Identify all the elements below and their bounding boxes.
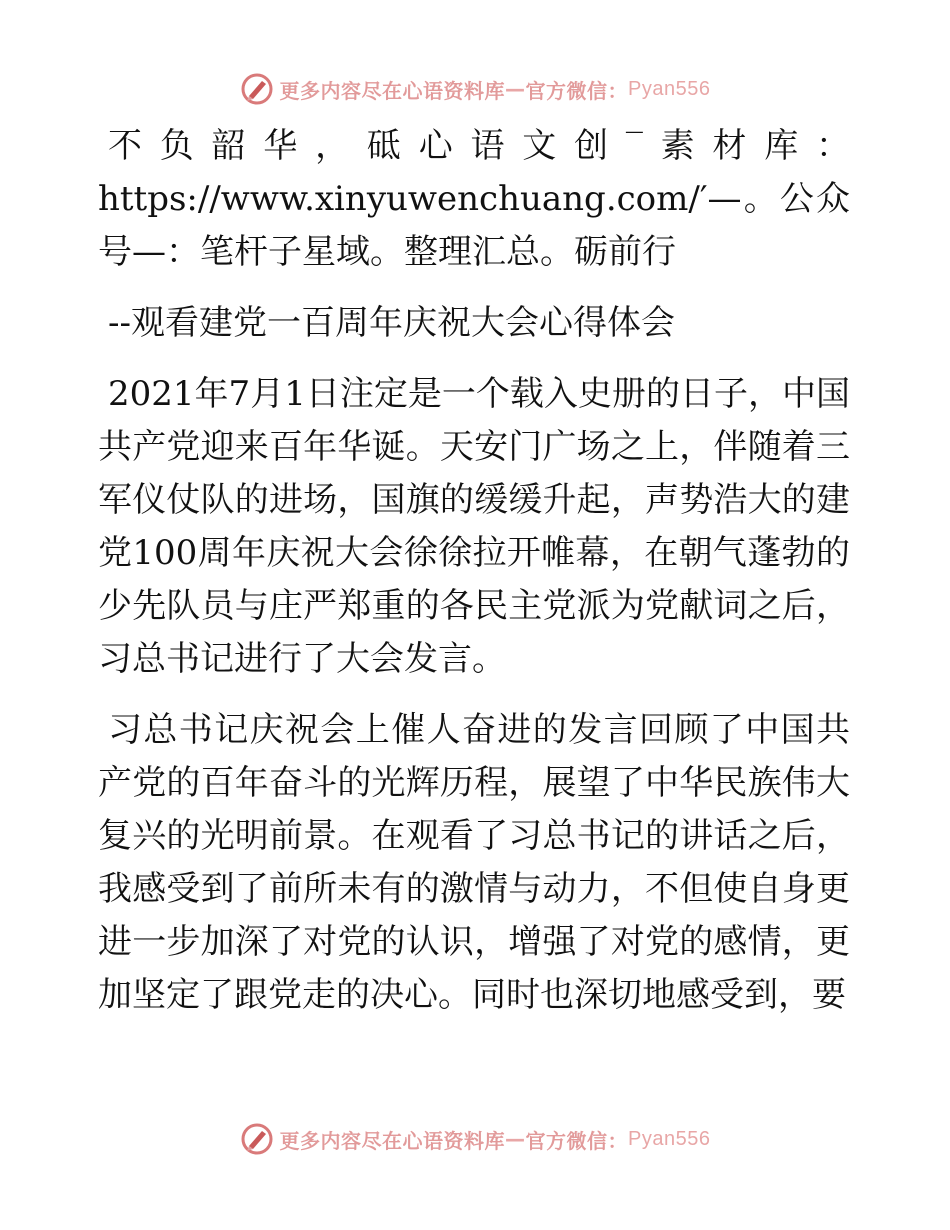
pen-logo-icon xyxy=(240,72,274,106)
watermark-wechat-id: Pyan556 xyxy=(628,1127,711,1150)
document-body xyxy=(98,120,850,1040)
watermark-main-text: 更多内容尽在心语资料库 xyxy=(279,78,506,103)
body-paragraph: 2021年7月1日注定是一个载入史册的日子，中国共产党迎来百年华诞。天安门广场之上，伴随着三军仪仗队的进场，国旗的缓缓升起，声势浩大的建党100周年庆祝大会徐徐拉开帷幕，在朝气蓬勃的少先队员与庄严郑重的各民主党派为党献词之后，习总书记进行了大会发言。 xyxy=(98,374,850,679)
document-title: --观看建党一百周年庆祝大会心得体会 xyxy=(108,303,675,343)
watermark-separator: — xyxy=(505,1127,526,1151)
watermark-separator: — xyxy=(505,77,526,101)
watermark-wechat-label: 官方微信： xyxy=(525,1128,629,1153)
watermark-wechat-label: 官方微信： xyxy=(525,78,629,103)
intro-paragraph: 不负韶华，砥心语文创‾素材库：https://www.xinyuwenchuang.com/′—。公众号—：笔杆子星域。整理汇总。砺前行 xyxy=(98,126,850,272)
watermark-wechat-id: Pyan556 xyxy=(628,77,711,100)
watermark-main-text: 更多内容尽在心语资料库 xyxy=(279,1128,506,1153)
body-paragraph: 习总书记庆祝会上催人奋进的发言回顾了中国共产党的百年奋斗的光辉历程，展望了中华民族伟大复兴的光明前景。在观看了习总书记的讲话之后，我感受到了前所未有的激情与动力，不但使自身更进一步加深了对党的认识，增强了对党的感情，更加坚定了跟党走的决心。同时也深切地感受到，要 xyxy=(98,710,850,1015)
header-watermark xyxy=(0,72,950,106)
footer-watermark xyxy=(0,1122,950,1156)
pen-logo-icon xyxy=(240,1122,274,1156)
